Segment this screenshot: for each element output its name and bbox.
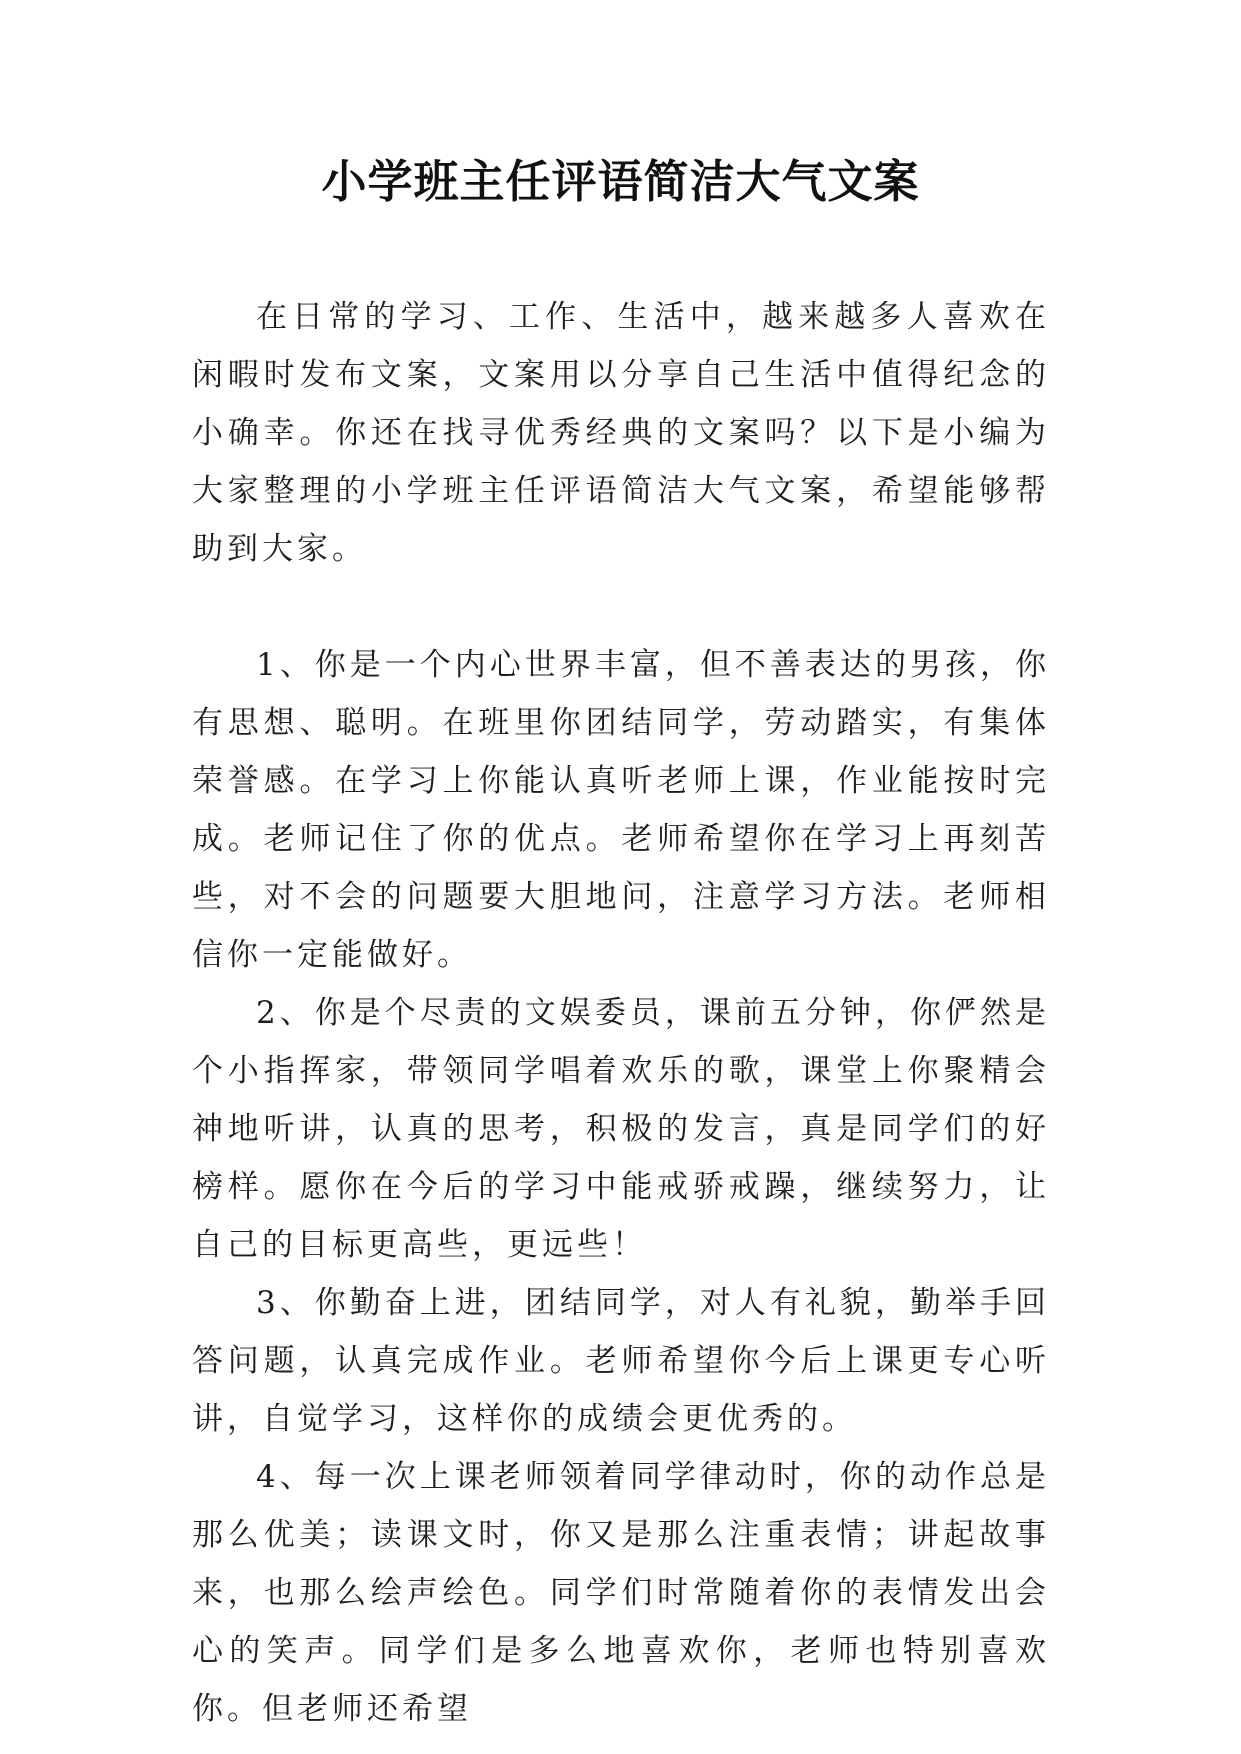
intro-paragraph: 在日常的学习、工作、生活中，越来越多人喜欢在闲暇时发布文案，文案用以分享自己生活中值得纪念的小确幸。你还在找寻优秀经典的文案吗？以下是小编为大家整理的小学班主任评语简洁大气文案，希望能够帮助到大家。 <box>192 299 1050 567</box>
document-body <box>192 288 1050 1738</box>
document-title: 小学班主任评语简洁大气文案 <box>321 155 920 208</box>
comment-paragraph-3: 3、你勤奋上进，团结同学，对人有礼貌，勤举手回答问题，认真完成作业。老师希望你今后上课更专心听讲，自觉学习，这样你的成绩会更优秀的。 <box>192 1285 1050 1437</box>
comment-paragraph-2: 2、你是个尽责的文娱委员，课前五分钟，你俨然是个小指挥家，带领同学唱着欢乐的歌，课堂上你聚精会神地听讲，认真的思考，积极的发言，真是同学们的好榜样。愿你在今后的学习中能戒骄戒躁，继续努力，让自己的目标更高些，更远些！ <box>192 995 1050 1263</box>
comment-paragraph-1: 1、你是一个内心世界丰富，但不善表达的男孩，你有思想、聪明。在班里你团结同学，劳动踏实，有集体荣誉感。在学习上你能认真听老师上课，作业能按时完成。老师记住了你的优点。老师希望你在学习上再刻苦些，对不会的问题要大胆地问，注意学习方法。老师相信你一定能做好。 <box>192 647 1050 973</box>
comment-paragraph-4: 4、每一次上课老师领着同学律动时，你的动作总是那么优美；读课文时，你又是那么注重表情；讲起故事来，也那么绘声绘色。同学们时常随着你的表情发出会心的笑声。同学们是多么地喜欢你，老师也特别喜欢你。但老师还希望 <box>192 1459 1050 1727</box>
